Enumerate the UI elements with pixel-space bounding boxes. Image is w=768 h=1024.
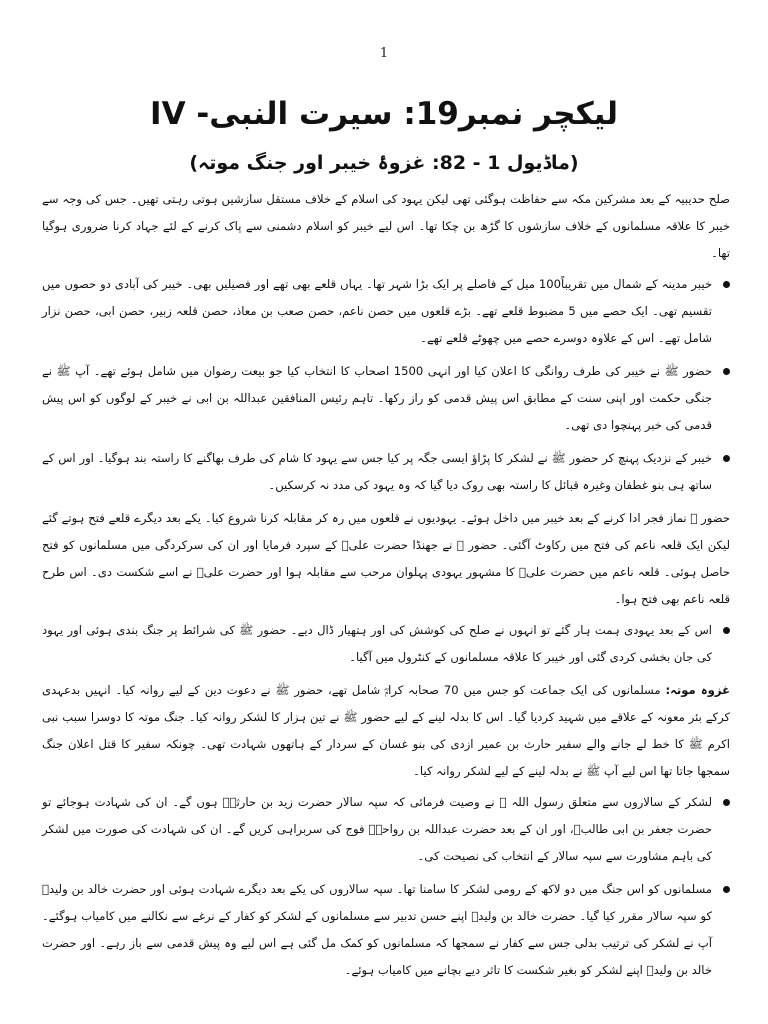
list-item-text: مسلمانوں کو اس جنگ میں دو لاکھ کے رومی لشکر کا سامنا تھا۔ سپہ سالاروں کی یکے بعد دیگرے شہادت ہوئی اور حضرت خالد بن ولیدؓ کو سپہ سالار مقرر کیا گیا۔ حضرت خالد بن ولیدؓ اپنے حسن تدبیر سے مسلمانوں کے لشکر کو کفار کے نرغے سے نکالنے میں کامیاب ہوگئے۔ آپ نے لشکر کی ترتیب بدلی جس سے کفار نے سمجھا کہ مسلمانوں کو کمک مل گئی ہے اس لیے وہ پیش قدمی سے باز رہے۔ اور حضرت خالد بن ولیدؓ اپنے لشکر کو بغیر شکست کا تاثر دیے بچانے میں کامیاب ہوئے۔ [42,882,712,977]
mutah-paragraph [42,677,730,785]
bullet-list-khaybar [42,271,730,499]
list-item-text: خیبر مدینہ کے شمال میں تقریباً100 میل کے فاصلے پر ایک بڑا شہر تھا۔ یہاں قلعے بھی تھے اور فصیلیں بھی۔ خیبر کی آبادی دو حصوں میں تقسیم تھی۔ ایک حصے میں 5 مضبوط قلعے تھے۔ بڑے قلعوں میں حصن ناعم، حصن صعب بن معاذ، حصن قلعہ زبیر، حصن ابی، حصن نزار شامل تھے۔ اس کے علاوہ دوسرے حصے میں چھوٹے قلعے تھے۔ [42,277,712,345]
bullet-icon [723,886,730,893]
list-item [42,789,730,870]
bullet-list-surrender [42,617,730,671]
body-content [42,186,730,990]
intro-paragraph: صلح حدیبیہ کے بعد مشرکین مکہ سے حفاظت ہوگئی تھی لیکن یہود کی اسلام کے خلاف مستقل سازشیں ہوتی رہتی تھیں۔ جس کی وجہ سے خیبر کا علاقہ مسلمانوں کے خلاف سازشوں کا گڑھ بن چکا تھا۔ اس لیے خیبر کو اسلام دشمنی سے پاک کرنے کے لئے جہاد کرنا ضروری ہوگیا تھا۔ [42,192,730,260]
list-item [42,358,730,439]
mutah-heading: غزوہ موتہ: [665,683,730,697]
list-item-text: لشکر کے سالاروں سے متعلق رسول اللہ ﷺ نے وصیت فرمائی کہ سپہ سالار حضرت زید بن حارثہؓ ہوں گے۔ ان کی شہادت ہوجائے تو حضرت جعفر بن ابی طالبؓ، اور ان کے بعد حضرت عبداللہ بن رواحہؓ فوج کی سربراہی کریں گے۔ ان کی شہادت کی صورت میں لشکر کی باہم مشاورت سے سپہ سالار کے انتخاب کی نصیحت کی۔ [42,795,712,863]
list-item [42,876,730,984]
list-item [42,271,730,352]
bullet-list-mutah [42,789,730,984]
lecture-title: لیکچر نمبر19: سیرت النبی- IV [150,96,618,132]
bullet-icon [723,627,730,634]
bullet-icon [723,799,730,806]
bullet-icon [723,368,730,375]
page-number: 1 [379,46,389,61]
bullet-icon [723,455,730,462]
list-item-text: خیبر کے نزدیک پہنچ کر حضور ﷺ نے لشکر کا پڑاؤ ایسی جگہ پر کیا جس سے یہود کا شام کی طرف بھاگنے کا راستہ بند ہوگیا۔ اور اس کے ساتھ ہی بنو غطفان وغیرہ قبائل کا راستہ بھی روک دیا گیا کہ وہ یہود کی مدد نہ کرسکیں۔ [42,451,712,492]
bullet-icon [723,281,730,288]
mutah-text: مسلمانوں کی ایک جماعت کو جس میں 70 صحابہ کرامؓ شامل تھے، حضور ﷺ نے دعوت دین کے لیے روانہ کیا۔ انہیں بدعہدی کرکے بئر معونہ کے علاقے میں شہید کردیا گیا۔ اس کا بدلہ لینے کے لیے حضور ﷺ نے تین ہزار کا لشکر روانہ کیا۔ جنگ موتہ کا دوسرا سبب نبی اکرم ﷺ کا خط لے جانے والے سفیر حارث بن عمیر ازدی کی بنو غسان کے سردار کے ہاتھوں شہادت تھی۔ چونکہ سفیر کا قتل اعلان جنگ سمجھا جاتا تھا اس لیے آپ ﷺ نے بدلہ لینے کے لیے لشکر روانہ کیا۔ [42,683,730,778]
battle-paragraph: حضور ﷺ نماز فجر ادا کرنے کے بعد خیبر میں داخل ہوئے۔ یہودیوں نے قلعوں میں رہ کر مقابلہ کرنا شروع کیا۔ یکے بعد دیگرے قلعے فتح ہوتے گئے لیکن ایک قلعہ ناعم کی فتح میں رکاوٹ آگئی۔ حضور ﷺ نے جھنڈا حضرت علیؓ کے سپرد فرمایا اور ان کی سرکردگی میں مسلمانوں کو فتح حاصل ہوئی۔ قلعہ ناعم میں حضرت علیؓ کا مشہور یہودی پہلوان مرحب سے مقابلہ ہوا اور حضرت علیؓ نے اسے شکست دی۔ اس طرح قلعہ ناعم بھی فتح ہوا۔ [42,511,730,606]
list-item [42,617,730,671]
list-item [42,445,730,499]
lecture-subtitle: (ماڈیول 1 - 82: غزوۂ خیبر اور جنگ موتہ) [189,152,579,174]
list-item-text: اس کے بعد یہودی ہمت ہار گئے تو انہوں نے صلح کی کوشش کی اور ہتھیار ڈال دیے۔ حضور ﷺ کی شرائط پر جنگ بندی ہوئی اور یہود کی جان بخشی کردی گئی اور خیبر کا علاقہ مسلمانوں کے کنٹرول میں آگیا۔ [42,623,712,664]
list-item-text: حضور ﷺ نے خیبر کی طرف روانگی کا اعلان کیا اور انہی 1500 اصحاب کا انتخاب کیا جو بیعت رضوان میں شامل ہوئے تھے۔ آپ ﷺ نے جنگی حکمت اور اپنی سنت کے مطابق اس پیش قدمی کو راز رکھا۔ تاہم رئیس المنافقین عبداللہ بن ابی نے خیبر کے لوگوں کو اس پیش قدمی کی خبر پہنچوا دی تھی۔ [42,364,712,432]
